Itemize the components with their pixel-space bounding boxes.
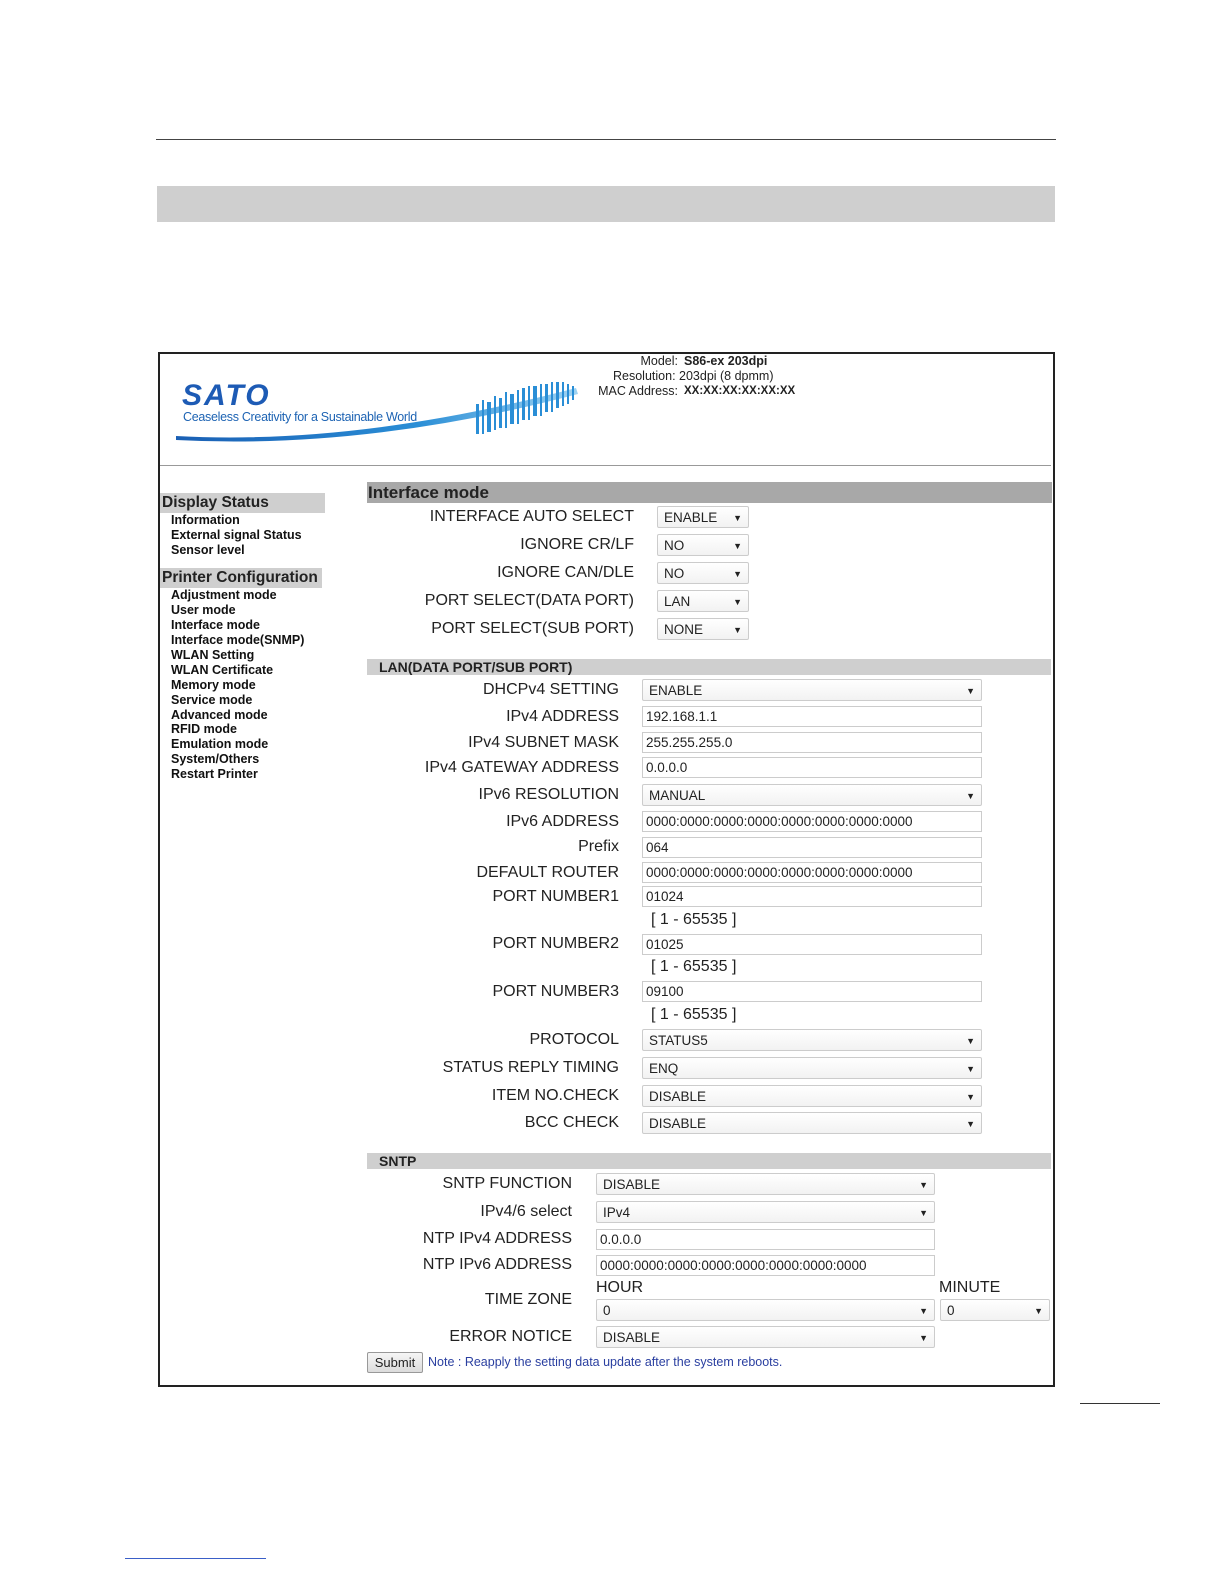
- port-number2-input[interactable]: 01025: [642, 934, 982, 955]
- bcc-check-label: BCC CHECK: [524, 1114, 619, 1131]
- minute-label: MINUTE: [939, 1279, 1001, 1296]
- port-number1-input[interactable]: 01024: [642, 886, 982, 907]
- mac-value: XX:XX:XX:XX:XX:XX: [684, 385, 796, 397]
- sidebar-item-external-signal-status[interactable]: External signal Status: [171, 528, 302, 542]
- item-no-check-value: DISABLE: [649, 1089, 707, 1104]
- ipv6-resolution-label: IPv6 RESOLUTION: [478, 786, 619, 803]
- port-number2-range: [ 1 - 65535 ]: [651, 958, 737, 975]
- ip-select-value: IPv4: [603, 1205, 631, 1220]
- ignore-can-dle-dropdown[interactable]: [657, 562, 749, 584]
- dhcpv4-setting-label: DHCPv4 SETTING: [482, 681, 619, 698]
- sidebar-item-system-others[interactable]: System/Others: [171, 752, 260, 766]
- ipv6-resolution-dropdown[interactable]: [642, 784, 982, 806]
- dropdown-arrow-icon: ▼: [966, 686, 975, 696]
- ipv4-address-input[interactable]: 192.168.1.1: [642, 706, 982, 727]
- submit-button[interactable]: Submit: [367, 1352, 423, 1373]
- model-label: Model:: [640, 354, 678, 368]
- section-title-interface-mode: Interface mode: [367, 482, 1052, 503]
- ignore-crlf-value: NO: [664, 538, 685, 553]
- dropdown-arrow-icon: ▼: [966, 1119, 975, 1129]
- dropdown-arrow-icon: ▼: [966, 1092, 975, 1102]
- ipv6-resolution-value: MANUAL: [649, 788, 706, 803]
- port-number3-input[interactable]: 09100: [642, 981, 982, 1002]
- dropdown-arrow-icon: ▼: [733, 597, 742, 607]
- error-notice-value: DISABLE: [603, 1330, 661, 1345]
- bcc-check-dropdown[interactable]: [642, 1112, 982, 1134]
- ipv4-subnet-mask-input[interactable]: 255.255.255.0: [642, 732, 982, 753]
- port-select-sub-label: PORT SELECT(SUB PORT): [431, 620, 634, 637]
- sidebar-item-restart-printer[interactable]: Restart Printer: [171, 767, 258, 781]
- sntp-function-dropdown[interactable]: [596, 1173, 935, 1195]
- top-rule: [156, 139, 1056, 140]
- bcc-check-value: DISABLE: [649, 1116, 707, 1131]
- status-reply-timing-dropdown[interactable]: [642, 1057, 982, 1079]
- ipv4-gateway-label: IPv4 GATEWAY ADDRESS: [424, 759, 619, 776]
- dropdown-arrow-icon: ▼: [966, 1036, 975, 1046]
- dropdown-arrow-icon: ▼: [733, 625, 742, 635]
- ipv6-address-label: IPv6 ADDRESS: [506, 813, 619, 830]
- minute-dropdown[interactable]: [940, 1299, 1050, 1321]
- sidebar-item-wlan-certificate[interactable]: WLAN Certificate: [171, 663, 274, 677]
- sidebar-item-interface-mode-snmp[interactable]: Interface mode(SNMP): [171, 633, 305, 647]
- item-no-check-label: ITEM NO.CHECK: [491, 1087, 619, 1104]
- port-number1-range: [ 1 - 65535 ]: [651, 911, 737, 928]
- resolution-text: Resolution: 203dpi (8 dpmm): [613, 369, 774, 383]
- time-zone-label: TIME ZONE: [484, 1291, 572, 1308]
- ipv4-address-label: IPv4 ADDRESS: [506, 708, 619, 725]
- logo-tagline: Ceaseless Creativity for a Sustainable World: [183, 410, 417, 424]
- sidebar-item-service-mode[interactable]: Service mode: [171, 693, 253, 707]
- default-router-input[interactable]: 0000:0000:0000:0000:0000:0000:0000:0000: [642, 862, 982, 883]
- item-no-check-dropdown[interactable]: [642, 1085, 982, 1107]
- error-notice-label: ERROR NOTICE: [449, 1328, 572, 1345]
- port-number2-label: PORT NUMBER2: [492, 935, 619, 952]
- error-notice-dropdown[interactable]: [596, 1326, 935, 1348]
- hour-value: 0: [603, 1303, 611, 1318]
- page-footer-link-rule: [125, 1558, 266, 1559]
- port-select-sub-value: NONE: [664, 622, 704, 637]
- ntp-ipv6-label: NTP IPv6 ADDRESS: [422, 1256, 572, 1273]
- ignore-crlf-dropdown[interactable]: [657, 534, 749, 556]
- sidebar-item-adjustment-mode[interactable]: Adjustment mode: [171, 588, 277, 602]
- dropdown-arrow-icon: ▼: [1034, 1306, 1043, 1316]
- logo-brand-text: SATO: [182, 379, 271, 412]
- dropdown-arrow-icon: ▼: [919, 1333, 928, 1343]
- sidebar-item-sensor-level[interactable]: Sensor level: [171, 543, 245, 557]
- sidebar-heading-printer-configuration: Printer Configuration: [160, 568, 322, 588]
- dhcpv4-setting-value: ENABLE: [649, 683, 703, 698]
- status-reply-timing-label: STATUS REPLY TIMING: [442, 1059, 619, 1076]
- ipv6-address-input[interactable]: 0000:0000:0000:0000:0000:0000:0000:0000: [642, 811, 982, 832]
- status-reply-timing-value: ENQ: [649, 1061, 679, 1076]
- prefix-label: Prefix: [578, 838, 619, 855]
- ignore-can-dle-value: NO: [664, 566, 685, 581]
- sidebar-item-emulation-mode[interactable]: Emulation mode: [171, 737, 269, 751]
- header-band: [157, 186, 1055, 222]
- port-select-data-label: PORT SELECT(DATA PORT): [424, 592, 634, 609]
- ntp-ipv4-label: NTP IPv4 ADDRESS: [422, 1230, 572, 1247]
- dropdown-arrow-icon: ▼: [919, 1180, 928, 1190]
- dropdown-arrow-icon: ▼: [733, 541, 742, 551]
- interface-auto-select-value: ENABLE: [664, 510, 718, 525]
- header-divider: [160, 465, 1051, 466]
- sidebar-item-wlan-setting[interactable]: WLAN Setting: [171, 648, 255, 662]
- sidebar-item-advanced-mode[interactable]: Advanced mode: [171, 708, 268, 722]
- section-title-sntp: SNTP: [367, 1153, 1051, 1169]
- ignore-crlf-label: IGNORE CR/LF: [520, 536, 634, 553]
- protocol-dropdown[interactable]: [642, 1029, 982, 1051]
- sidebar-item-interface-mode[interactable]: Interface mode: [171, 618, 260, 632]
- interface-auto-select-dropdown[interactable]: [657, 506, 749, 528]
- dropdown-arrow-icon: ▼: [919, 1306, 928, 1316]
- ipv4-gateway-input[interactable]: 0.0.0.0: [642, 757, 982, 778]
- protocol-value: STATUS5: [649, 1033, 708, 1048]
- dhcpv4-setting-dropdown[interactable]: [642, 679, 982, 701]
- sidebar-item-information[interactable]: Information: [171, 513, 240, 527]
- sidebar-item-user-mode[interactable]: User mode: [171, 603, 236, 617]
- sntp-function-value: DISABLE: [603, 1177, 661, 1192]
- port-select-data-dropdown[interactable]: [657, 590, 749, 612]
- sntp-function-label: SNTP FUNCTION: [442, 1175, 572, 1192]
- dropdown-arrow-icon: ▼: [733, 513, 742, 523]
- sidebar-item-memory-mode[interactable]: Memory mode: [171, 678, 256, 692]
- ip-select-label: IPv4/6 select: [480, 1203, 572, 1220]
- ntp-ipv4-input[interactable]: 0.0.0.0: [596, 1229, 935, 1250]
- page-footer-rule: [1080, 1403, 1160, 1404]
- ntp-ipv6-input[interactable]: 0000:0000:0000:0000:0000:0000:0000:0000: [596, 1255, 935, 1276]
- sidebar-item-rfid-mode[interactable]: RFID mode: [171, 722, 237, 736]
- interface-auto-select-label: INTERFACE AUTO SELECT: [429, 508, 634, 525]
- port-number3-range: [ 1 - 65535 ]: [651, 1006, 737, 1023]
- ipv4-subnet-mask-label: IPv4 SUBNET MASK: [468, 734, 619, 751]
- reboot-note: Note : Reapply the setting data update after the system reboots.: [428, 1355, 783, 1369]
- port-number3-label: PORT NUMBER3: [492, 983, 619, 1000]
- mac-label: MAC Address:: [598, 384, 678, 398]
- port-select-data-value: LAN: [664, 594, 691, 609]
- sidebar-heading-display-status: Display Status: [160, 493, 325, 513]
- dropdown-arrow-icon: ▼: [966, 1064, 975, 1074]
- protocol-label: PROTOCOL: [529, 1031, 619, 1048]
- section-title-lan: LAN(DATA PORT/SUB PORT): [367, 659, 1051, 675]
- model-value: S86-ex 203dpi: [684, 354, 768, 368]
- port-select-sub-dropdown[interactable]: [657, 618, 749, 640]
- hour-dropdown[interactable]: [596, 1299, 935, 1321]
- port-number1-label: PORT NUMBER1: [492, 888, 619, 905]
- prefix-input[interactable]: 064: [642, 837, 982, 858]
- dropdown-arrow-icon: ▼: [733, 569, 742, 579]
- hour-label: HOUR: [596, 1279, 644, 1296]
- dropdown-arrow-icon: ▼: [966, 791, 975, 801]
- ignore-can-dle-label: IGNORE CAN/DLE: [497, 564, 634, 581]
- dropdown-arrow-icon: ▼: [919, 1208, 928, 1218]
- minute-value: 0: [947, 1303, 955, 1318]
- default-router-label: DEFAULT ROUTER: [476, 864, 619, 881]
- ip-select-dropdown[interactable]: [596, 1201, 935, 1223]
